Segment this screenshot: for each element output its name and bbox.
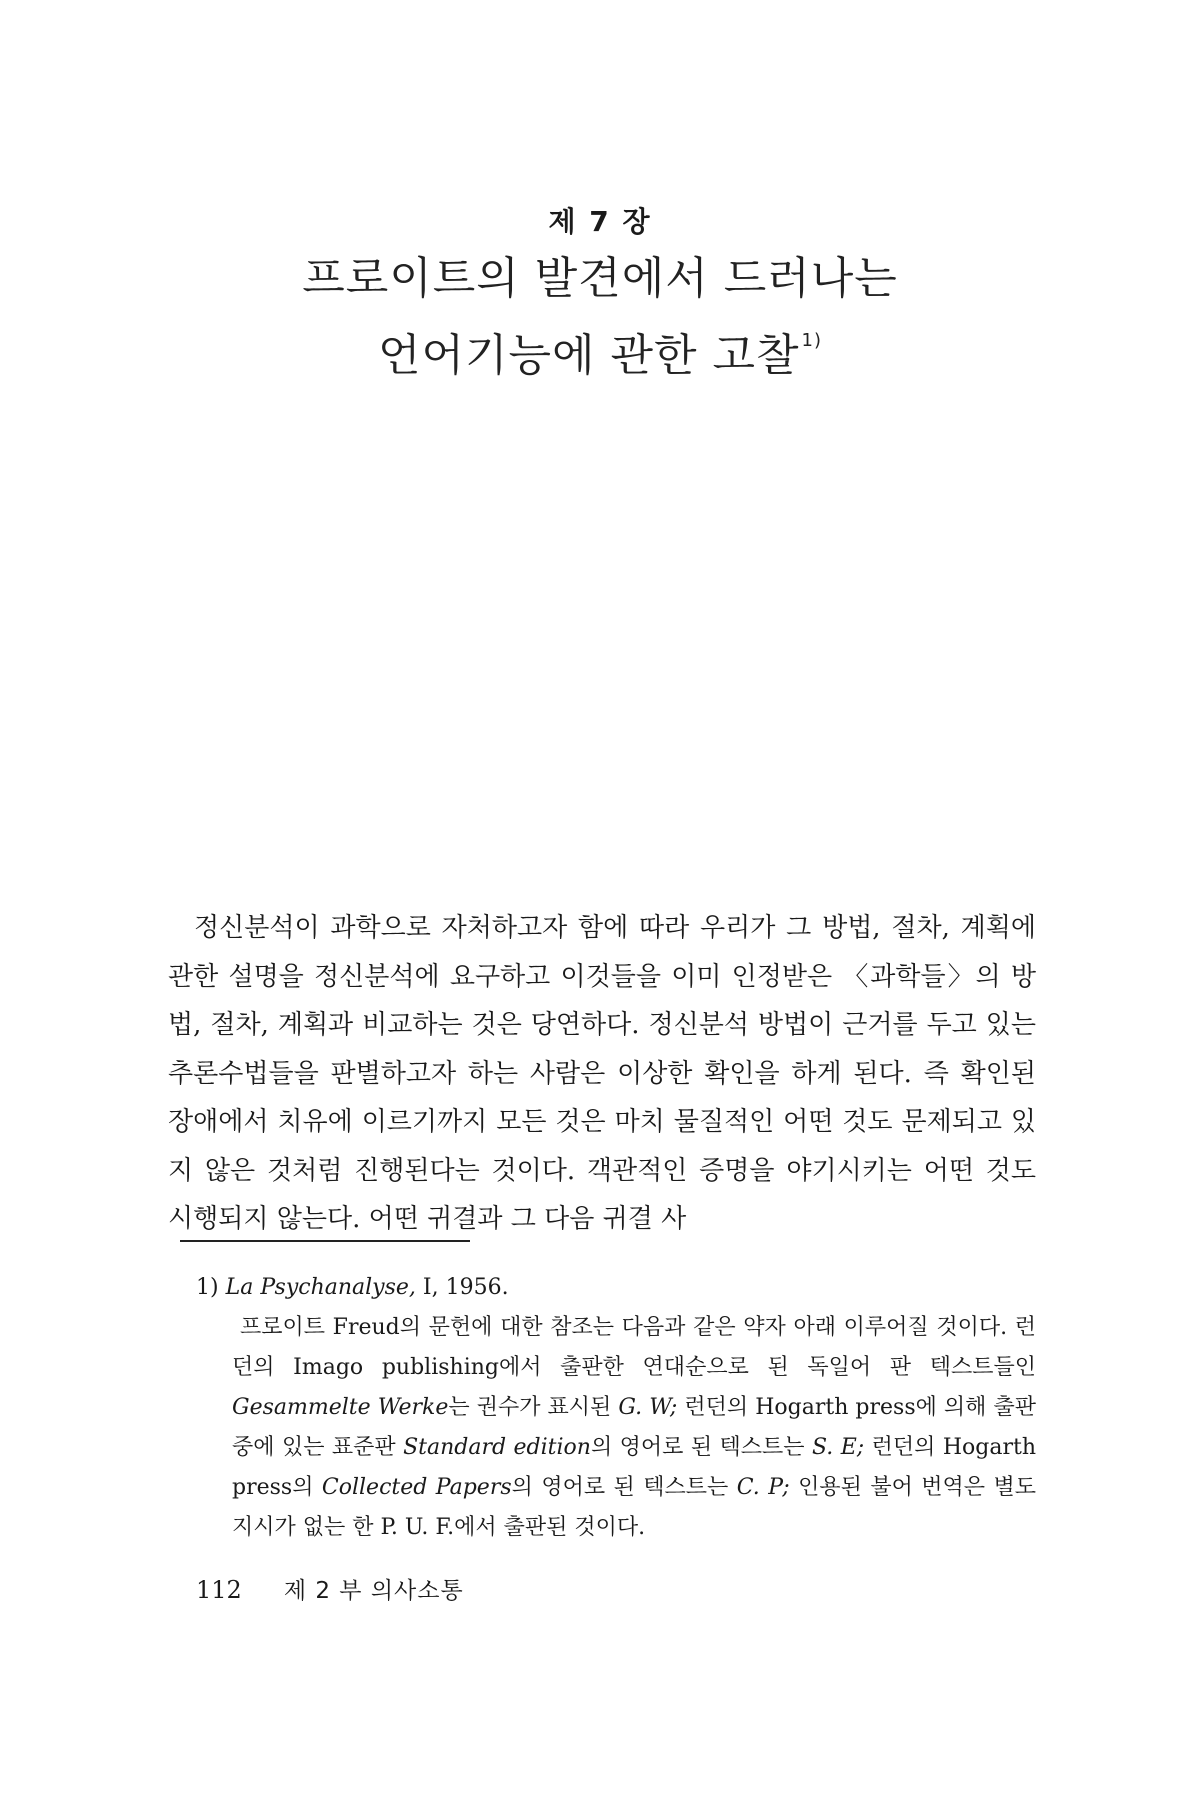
chapter-label: 제 7 장 <box>548 205 652 238</box>
footnote-source-title: La Psychanalyse, <box>225 1275 416 1300</box>
footnote-text-7: 인용된 불어 번역은 별도 지시가 없는 한 P. U. F.에서 출판된 것이다. <box>232 1475 1036 1540</box>
body-paragraph: 정신분석이 과학으로 자처하고자 함에 따라 우리가 그 방법, 절차, 계획에 관한 설명을 정신분석에 요구하고 이것들을 이미 인정받은 〈과학들〉의 방법, 절차, 계획과 비교하는 것은 당연하다. 정신분석 방법이 근거를 두고 있는 추론수법들을 판별하고자 하는 사람은 이상한 확인을 하게 된다. 즉 확인된 장애에서 치유에 이르기까지 모든 것은 마치 물질적인 어떤 것도 문제되고 있지 않은 것처럼 진행된다는 것이다. 객관적인 증명을 야기시키는 어떤 것도 시행되지 않는다. 어떤 귀결과 그 다음 귀결 사 <box>168 913 1036 1234</box>
footnote-cp-title: Collected Papers <box>321 1475 512 1500</box>
footnote-number: 1) <box>196 1275 219 1300</box>
footnote-text-4: 의 영어로 된 텍스트는 <box>590 1435 812 1460</box>
chapter-title <box>0 248 1200 387</box>
footnote-gw-title: Gesammelte Werke <box>232 1395 449 1420</box>
footnote-gw-abbr: G. W; <box>618 1395 678 1420</box>
footnote-se-title: Standard edition <box>403 1435 591 1460</box>
footnote-text-1: 프로이트 Freud의 문헌에 대한 참조는 다음과 같은 약자 아래 이루어질 것이다. 런던의 Imago publishing에서 출판한 연대순으로 된 독일어 판 텍스트들인 <box>232 1315 1036 1380</box>
footnote-reference: 1) <box>801 330 822 351</box>
footnote-text-3: 런던의 Hogarth press에 의해 출판중에 있는 표준판 <box>232 1395 1037 1460</box>
footnote-text-6: 의 영어로 된 텍스트는 <box>511 1475 737 1500</box>
footnote-cp-abbr: C. P; <box>736 1475 790 1500</box>
footnote-text-2: 는 권수가 표시된 <box>448 1395 619 1420</box>
footnote-citation <box>196 1268 1036 1308</box>
footnote <box>196 1268 1036 1548</box>
footnote-body <box>196 1308 1036 1548</box>
footnote-se-abbr: S. E; <box>812 1435 865 1460</box>
part-label: 제 2 부 의사소통 <box>283 1578 464 1604</box>
chapter-title-line-2-text: 언어기능에 관한 고찰 <box>378 330 800 381</box>
chapter-title-line-2 <box>0 310 1200 387</box>
chapter-title-line-1: 프로이트의 발견에서 드러나는 <box>302 253 898 304</box>
footnote-source-detail: I, 1956. <box>415 1275 509 1300</box>
footnote-text-5: 런던의 Hogarth press의 <box>232 1435 1036 1500</box>
page-footer <box>196 1572 464 1605</box>
page-number: 112 <box>196 1576 242 1604</box>
footnote-divider <box>180 1240 470 1242</box>
